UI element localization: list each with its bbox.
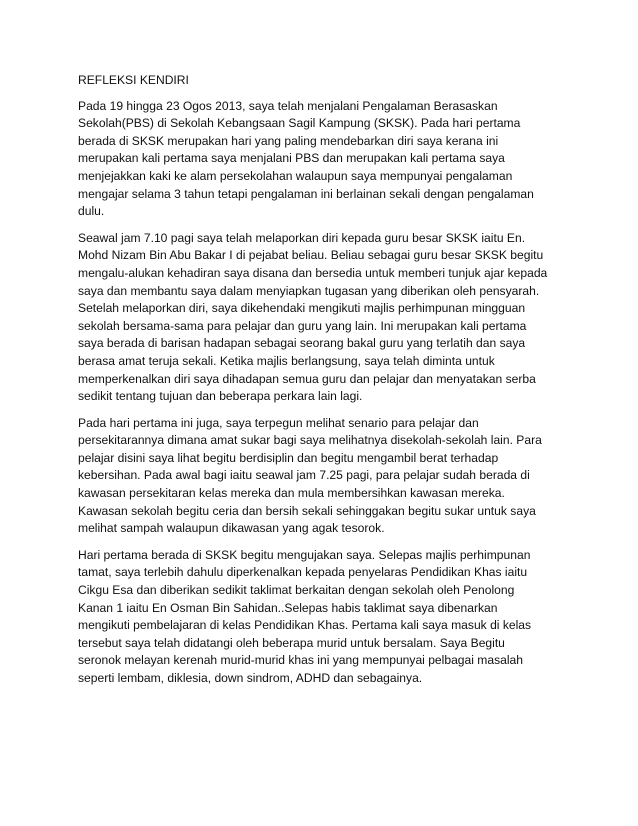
paragraph-line: mengajar selama 3 tahun tetapi pengalaman ini berlainan sekali dengan pengalaman — [78, 186, 534, 201]
paragraph-line: pelajar disini saya lihat begitu berdisiplin dan begitu mengambil berat terhadap — [78, 450, 499, 465]
document-page — [78, 72, 568, 697]
paragraph-1 — [78, 98, 568, 221]
paragraph-line: sekolah bersama-sama para pelajar dan guru yang lain. Ini merupakan kali pertama — [78, 318, 527, 333]
paragraph-line: saya dan membantu saya dalam menyiapkan tugasan yang diberikan oleh pensyarah. — [78, 283, 540, 298]
paragraph-line: melihat sampah walaupun dikawasan yang agak tesorok. — [78, 521, 385, 536]
paragraph-line: seronok melayan kerenah murid-murid khas ini yang mempunyai pelbagai masalah — [78, 653, 524, 668]
paragraph-line: saya berada di barisan hadapan sebagai seorang bakal guru yang terlatih dan saya — [78, 336, 526, 351]
paragraph-3 — [78, 415, 568, 538]
paragraph-line: sedikit tentang tujuan dan beberapa perkara lain lagi. — [78, 389, 363, 404]
paragraph-line: berada di SKSK merupakan hari yang paling mendebarkan diri saya kerana ini — [78, 133, 499, 148]
paragraph-2 — [78, 230, 568, 406]
paragraph-line: tersebut saya telah didatangi oleh beberapa murid untuk bersalam. Saya Begitu — [78, 635, 505, 650]
paragraph-line: tamat, saya terlebih dahulu diperkenalkan kepada penyelaras Pendidikan Khas iaitu — [78, 565, 528, 580]
paragraph-line: berasa amat teruja sekali. Ketika majlis berlangsung, saya telah diminta untuk — [78, 353, 495, 368]
paragraph-line: memperkenalkan diri saya dihadapan semua guru dan pelajar dan menyatakan serba — [78, 371, 536, 386]
paragraph-line: kawasan persekitaran kelas mereka dan mula membersihkan kawasan mereka. — [78, 486, 505, 501]
paragraph-line: Kawasan sekolah begitu ceria dan bersih sekali sehinggakan begitu sukar untuk saya — [78, 503, 536, 518]
paragraph-line: dulu. — [78, 204, 105, 219]
paragraph-line: Cikgu Esa dan diberikan sedikit taklimat berkaitan dengan sekolah oleh Penolong — [78, 583, 515, 598]
paragraph-line: merupakan kali pertama saya menjalani PBS dan merupakan kali pertama saya — [78, 151, 505, 166]
paragraph-line: Seawal jam 7.10 pagi saya telah melaporkan diri kepada guru besar SKSK iaitu En. — [78, 230, 526, 245]
paragraph-line: Mohd Nizam Bin Abu Bakar I di pejabat beliau. Beliau sebagai guru besar SKSK begitu — [78, 248, 544, 263]
paragraph-4 — [78, 547, 568, 688]
paragraph-line: menjejakkan kaki ke alam persekolahan walaupun saya mempunyai pengalaman — [78, 168, 513, 183]
paragraph-line: Pada hari pertama ini juga, saya terpegun melihat senario para pelajar dan — [78, 415, 479, 430]
paragraph-line: Kanan 1 iaitu En Osman Bin Sahidan..Selepas habis taklimat saya dibenarkan — [78, 600, 498, 615]
paragraph-line: seperti lembam, diklesia, down sindrom, ADHD dan sebagainya. — [78, 671, 423, 685]
paragraph-line: Sekolah(PBS) di Sekolah Kebangsaan Sagil Kampung (SKSK). Pada hari pertama — [78, 116, 521, 131]
paragraph-line: Hari pertama berada di SKSK begitu mengujakan saya. Selepas majlis perhimpunan — [78, 547, 531, 562]
paragraph-line: Pada 19 hingga 23 Ogos 2013, saya telah menjalani Pengalaman Berasaskan — [78, 98, 498, 113]
paragraph-line: mengikuti pembelajaran di kelas Pendidikan Khas. Pertama kali saya masuk di kelas — [78, 618, 532, 633]
paragraph-line: Setelah melaporkan diri, saya dikehendaki mengikuti majlis perhimpunan mingguan — [78, 301, 526, 316]
document-title: REFLEKSI KENDIRI — [78, 73, 189, 87]
paragraph-line: kebersihan. Pada awal bagi iaitu seawal jam 7.25 pagi, para pelajar sudah berada di — [78, 468, 530, 483]
paragraph-line: mengalu-alukan kehadiran saya disana dan bersedia untuk memberi tunjuk ajar kepada — [78, 265, 548, 280]
paragraph-line: persekitarannya dimana amat sukar bagi saya melihatnya disekolah-sekolah lain. Para — [78, 433, 542, 448]
